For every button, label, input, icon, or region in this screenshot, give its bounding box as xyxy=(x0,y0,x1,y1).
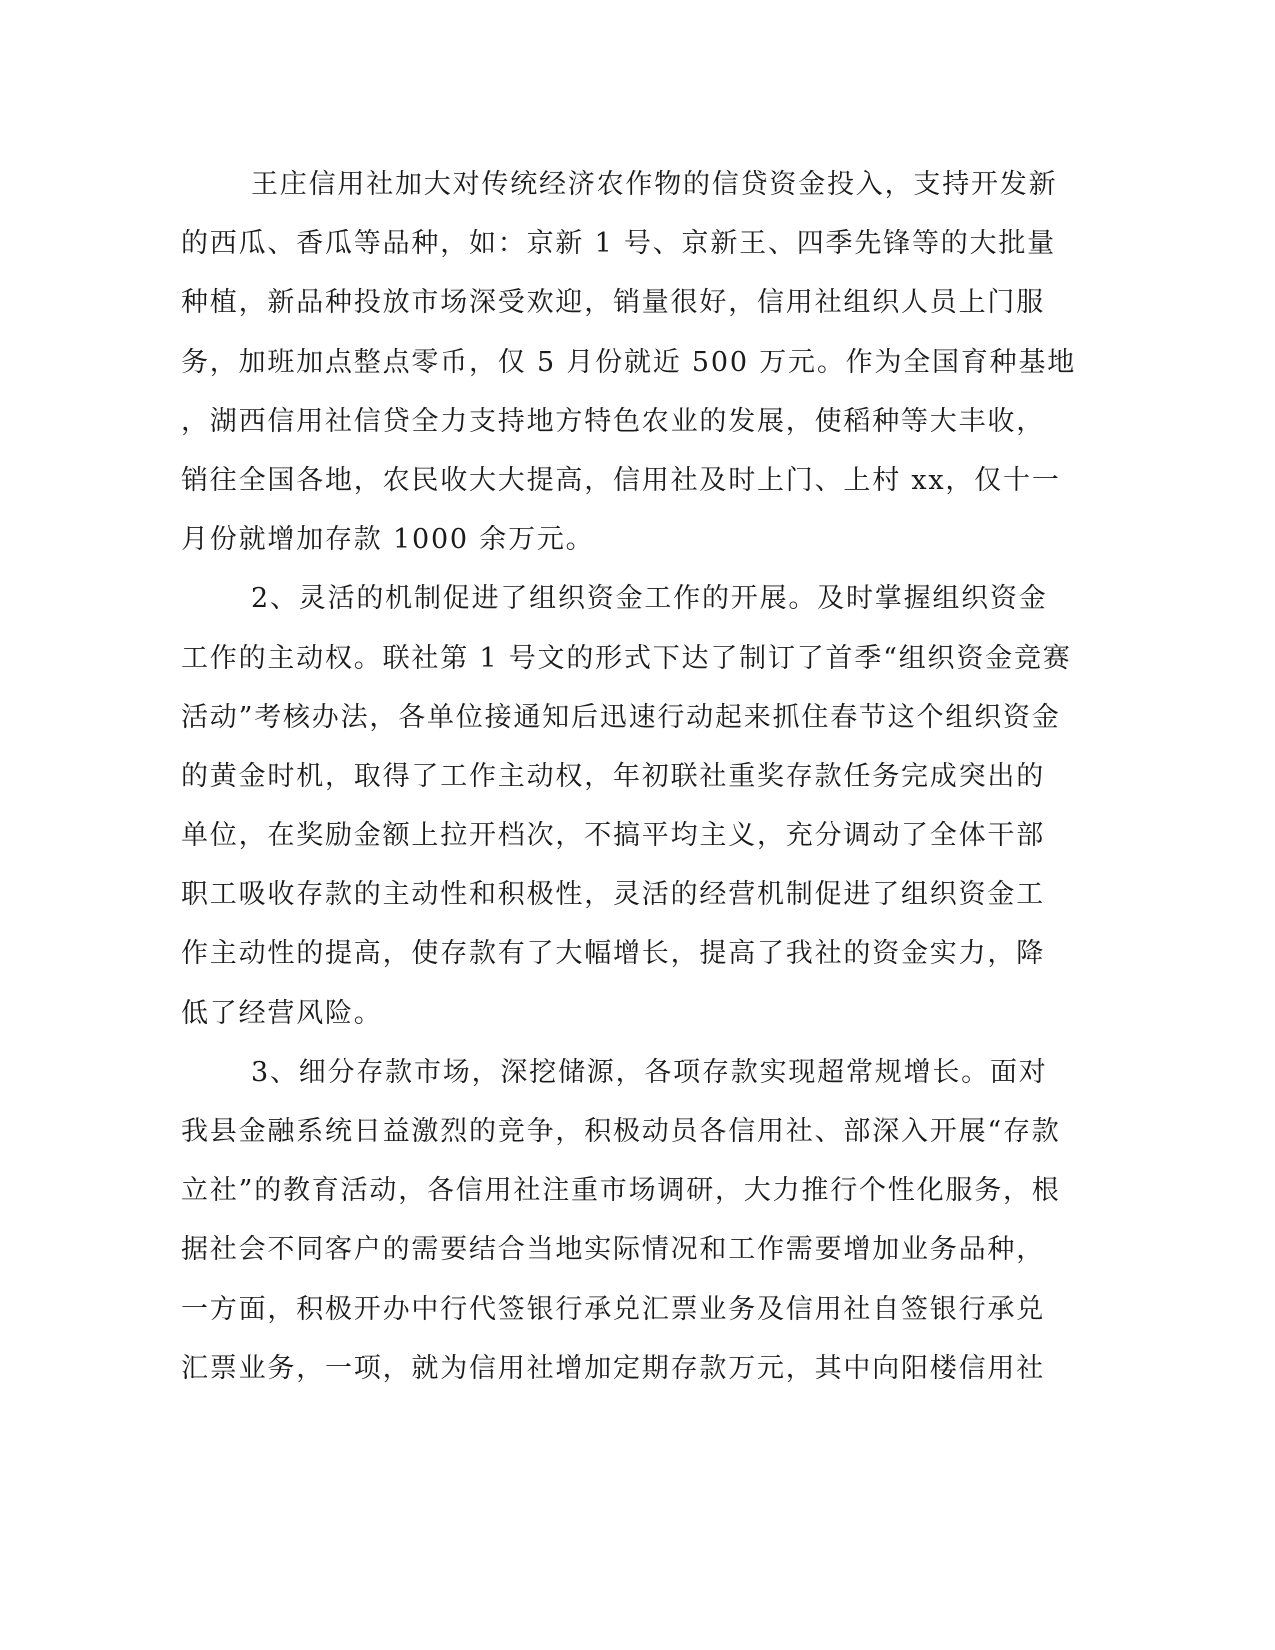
text-line: 销往全国各地，农民收大大提高，信用社及时上门、上村 xx，仅十一 xyxy=(181,464,1061,496)
text-line: 工作的主动权。联社第 1 号文的形式下达了制订了首季“组织资金竞赛 xyxy=(181,642,1072,674)
paragraph-2 xyxy=(181,569,1072,1043)
text-line: 务，加班加点整点零币，仅 5 月份就近 500 万元。作为全国育种基地 xyxy=(181,346,1077,378)
text-line: 职工吸收存款的主动性和积极性，灵活的经营机制促进了组织资金工 xyxy=(181,879,1045,911)
text-line: 据社会不同客户的需要结合当地实际情况和工作需要增加业务品种， xyxy=(181,1234,1045,1266)
paragraph-1 xyxy=(181,155,1077,569)
text-line: 单位，在奖励金额上拉开档次，不搞平均主义，充分调动了全体干部 xyxy=(181,820,1045,852)
text-line: 活动”考核办法，各单位接通知后迅速行动起来抓住春节这个组织资金 xyxy=(181,701,1061,733)
text-line: 的黄金时机，取得了工作主动权，年初联社重奖存款任务完成突出的 xyxy=(181,760,1045,792)
text-line: 3、细分存款市场，深挖储源，各项存款实现超常规增长。面对 xyxy=(251,1056,1048,1088)
body-text xyxy=(181,155,1077,1398)
text-line: 种植，新品种投放市场深受欢迎，销量很好，信用社组织人员上门服 xyxy=(181,287,1045,319)
text-line: 低了经营风险。 xyxy=(181,997,383,1029)
text-line: 汇票业务，一项，就为信用社增加定期存款万元，其中向阳楼信用社 xyxy=(181,1352,1045,1384)
paragraph-3 xyxy=(181,1043,1061,1398)
text-line: 立社”的教育活动，各信用社注重市场调研，大力推行个性化服务，根 xyxy=(181,1175,1061,1207)
text-line: 作主动性的提高，使存款有了大幅增长，提高了我社的资金实力，降 xyxy=(181,938,1045,970)
text-line: 2、灵活的机制促进了组织资金工作的开展。及时掌握组织资金 xyxy=(251,583,1048,615)
text-line: 的西瓜、香瓜等品种，如：京新 1 号、京新王、四季先锋等的大批量 xyxy=(181,228,1056,260)
text-line: 王庄信用社加大对传统经济农作物的信贷资金投入，支持开发新 xyxy=(251,169,1058,200)
text-line: 一方面，积极开办中行代签银行承兑汇票业务及信用社自签银行承兑 xyxy=(181,1293,1045,1325)
text-line: ，湖西信用社信贷全力支持地方特色农业的发展，使稻种等大丰收， xyxy=(181,405,1045,437)
text-line: 我县金融系统日益激烈的竞争，积极动员各信用社、部深入开展“存款 xyxy=(181,1116,1061,1147)
text-line: 月份就增加存款 1000 余万元。 xyxy=(181,524,595,556)
